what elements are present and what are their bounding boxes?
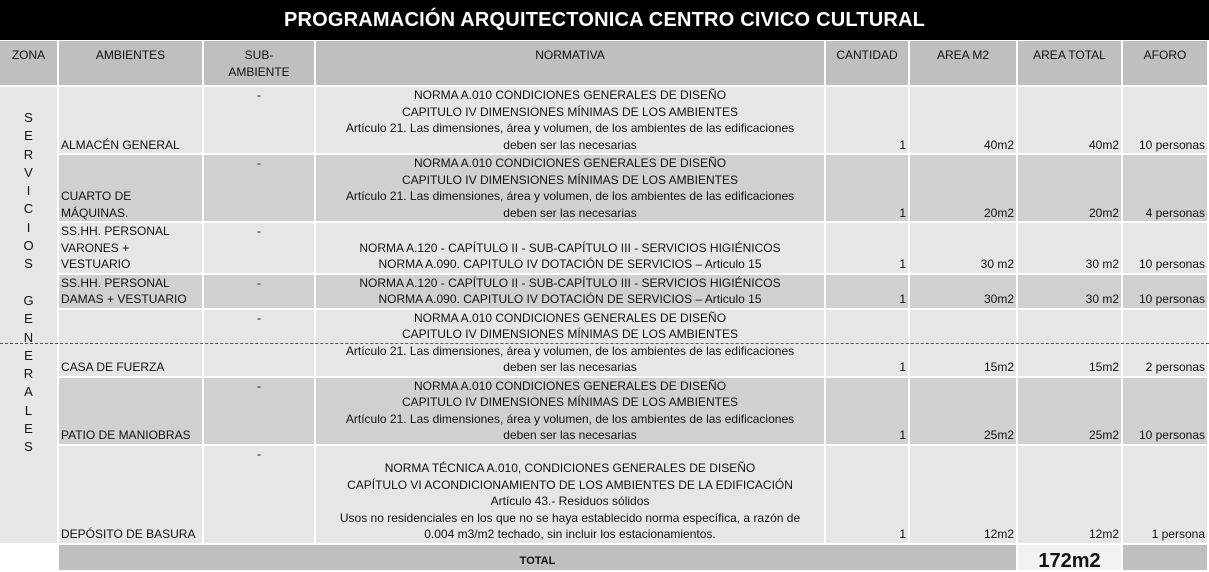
header-row xyxy=(0,41,1209,87)
cantidad-cell: 1 xyxy=(826,310,910,378)
sub-ambiente-cell: - xyxy=(204,275,316,310)
table-row xyxy=(0,275,1209,310)
ambiente-cell: DEPÓSITO DE BASURA xyxy=(59,446,204,545)
programacion-table xyxy=(0,41,1209,572)
cantidad-cell: 1 xyxy=(826,155,910,223)
aforo-cell: 1 persona xyxy=(1123,446,1209,545)
ambiente-cell: SS.HH. PERSONAL VARONES + VESTUARIO xyxy=(59,223,204,275)
total-aforo-cell xyxy=(1123,545,1209,572)
header-ambientes: AMBIENTES xyxy=(59,41,204,87)
table-row xyxy=(0,446,1209,545)
header-cantidad: CANTIDAD xyxy=(826,41,910,87)
ambiente-cell: PATIO DE MANIOBRAS xyxy=(59,378,204,446)
area-total-cell: 30 m2 xyxy=(1018,223,1123,275)
zona-letter: L xyxy=(24,402,33,418)
area-total-cell: 25m2 xyxy=(1018,378,1123,446)
ambiente-cell: SS.HH. PERSONAL DAMAS + VESTUARIO xyxy=(59,275,204,310)
area-total-cell: 12m2 xyxy=(1018,446,1123,545)
normativa-cell: NORMA A.010 CONDICIONES GENERALES DE DISEÑO CAPITULO IV DIMENSIONES MÍNIMAS DE LOS AMBIENTES Artículo 21. Las dimensiones, área y volumen, de los ambientes de las edificaciones deben ser las necesarias xyxy=(316,310,826,378)
zona-letter: A xyxy=(24,384,33,400)
aforo-cell: 10 personas xyxy=(1123,378,1209,446)
normativa-cell: NORMA A.010 CONDICIONES GENERALES DE DISEÑO CAPITULO IV DIMENSIONES MÍNIMAS DE LOS AMBIENTES Artículo 21. Las dimensiones, área y volumen, de los ambientes de las edificaciones deben ser las necesarias xyxy=(316,87,826,155)
cantidad-cell: 1 xyxy=(826,87,910,155)
zona-letter: C xyxy=(23,201,34,217)
zona-letter: I xyxy=(26,183,31,199)
table-row xyxy=(0,223,1209,275)
total-label: TOTAL xyxy=(59,545,1018,572)
sub-ambiente-cell: - xyxy=(204,87,316,155)
table-row xyxy=(0,378,1209,446)
header-normativa: NORMATIVA xyxy=(316,41,826,87)
ambiente-cell: ALMACÉN GENERAL xyxy=(59,87,204,155)
normativa-cell: NORMA A.120 - CAPÍTULO II - SUB-CAPÍTULO III - SERVICIOS HIGIÉNICOS NORMA A.090. CAPITULO IV DOTACIÓN DE SERVICIOS – Articulo 15 xyxy=(316,275,826,310)
zona-letter: E xyxy=(24,421,33,437)
cantidad-cell: 1 xyxy=(826,446,910,545)
area-cell: 30 m2 xyxy=(910,223,1018,275)
area-total-cell: 30 m2 xyxy=(1018,275,1123,310)
header-zona: ZONA xyxy=(0,41,59,87)
header-area-total: AREA TOTAL xyxy=(1018,41,1123,87)
zona-letter: I xyxy=(26,219,31,235)
zona-letter: S xyxy=(24,439,33,455)
zona-letter: O xyxy=(23,238,34,254)
table-row xyxy=(0,310,1209,378)
aforo-cell: 10 personas xyxy=(1123,275,1209,310)
area-cell: 12m2 xyxy=(910,446,1018,545)
normativa-cell: NORMA A.010 CONDICIONES GENERALES DE DISEÑO CAPITULO IV DIMENSIONES MÍNIMAS DE LOS AMBIENTES Artículo 21. Las dimensiones, área y volumen, de los ambientes de las edificaciones deben ser las necesarias xyxy=(316,378,826,446)
sub-ambiente-cell: - xyxy=(204,446,316,545)
zona-letter: R xyxy=(23,366,34,382)
zona-letter: N xyxy=(23,329,34,345)
table-row xyxy=(0,87,1209,155)
zona-letter: E xyxy=(24,128,33,144)
area-cell: 40m2 xyxy=(910,87,1018,155)
zona-letter: R xyxy=(23,146,34,162)
ambiente-cell: CUARTO DE MÁQUINAS. xyxy=(59,155,204,223)
total-row xyxy=(0,545,1209,572)
zona-vertical-label xyxy=(2,87,55,457)
sub-ambiente-cell: - xyxy=(204,155,316,223)
area-cell: 25m2 xyxy=(910,378,1018,446)
aforo-cell: 10 personas xyxy=(1123,87,1209,155)
aforo-cell: 4 personas xyxy=(1123,155,1209,223)
zona-letter: S xyxy=(24,256,33,272)
total-blank-cell xyxy=(0,545,59,572)
header-aforo: AFORO xyxy=(1123,41,1209,87)
aforo-cell: 10 personas xyxy=(1123,223,1209,275)
page-title: PROGRAMACIÓN ARQUITECTONICA CENTRO CIVICO CULTURAL xyxy=(0,0,1209,40)
area-total-cell: 40m2 xyxy=(1018,87,1123,155)
ambiente-cell: CASA DE FUERZA xyxy=(59,310,204,378)
zona-letter: E xyxy=(24,347,33,363)
cantidad-cell: 1 xyxy=(826,275,910,310)
area-total-cell: 20m2 xyxy=(1018,155,1123,223)
sub-ambiente-cell: - xyxy=(204,223,316,275)
zona-letter: G xyxy=(23,292,34,308)
zona-letter: S xyxy=(24,110,33,125)
area-total-cell: 15m2 xyxy=(1018,310,1123,378)
total-value: 172m2 xyxy=(1018,545,1123,572)
sub-ambiente-cell: - xyxy=(204,378,316,446)
sub-ambiente-cell: - xyxy=(204,310,316,378)
normativa-cell: NORMA A.010 CONDICIONES GENERALES DE DISEÑO CAPITULO IV DIMENSIONES MÍNIMAS DE LOS AMBIENTES Artículo 21. Las dimensiones, área y volumen, de los ambientes de las edificaciones deben ser las necesarias xyxy=(316,155,826,223)
zona-letter: E xyxy=(24,311,33,327)
cantidad-cell: 1 xyxy=(826,223,910,275)
cantidad-cell: 1 xyxy=(826,378,910,446)
normativa-cell: NORMA A.120 - CAPÍTULO II - SUB-CAPÍTULO III - SERVICIOS HIGIÉNICOS NORMA A.090. CAPITULO IV DOTACIÓN DE SERVICIOS – Articulo 15 xyxy=(316,223,826,275)
normativa-cell: NORMA TÉCNICA A.010, CONDICIONES GENERALES DE DISEÑO CAPÍTULO VI ACONDICIONAMIENTO DE LOS AMBIENTES DE LA EDIFICACIÓN Artículo 43.- Residuos sólidos Usos no residenciales en los que no se haya establecido norma específica, a razón de 0.004 m3/m2 techado, sin incluir los estacionamientos. xyxy=(316,446,826,545)
aforo-cell: 2 personas xyxy=(1123,310,1209,378)
header-sub-ambiente: SUB- AMBIENTE xyxy=(204,41,316,87)
area-cell: 20m2 xyxy=(910,155,1018,223)
table-row xyxy=(0,155,1209,223)
zona-cell xyxy=(0,87,59,545)
area-cell: 30m2 xyxy=(910,275,1018,310)
zona-letter: V xyxy=(24,164,33,180)
header-area-m2: AREA M2 xyxy=(910,41,1018,87)
area-cell: 15m2 xyxy=(910,310,1018,378)
